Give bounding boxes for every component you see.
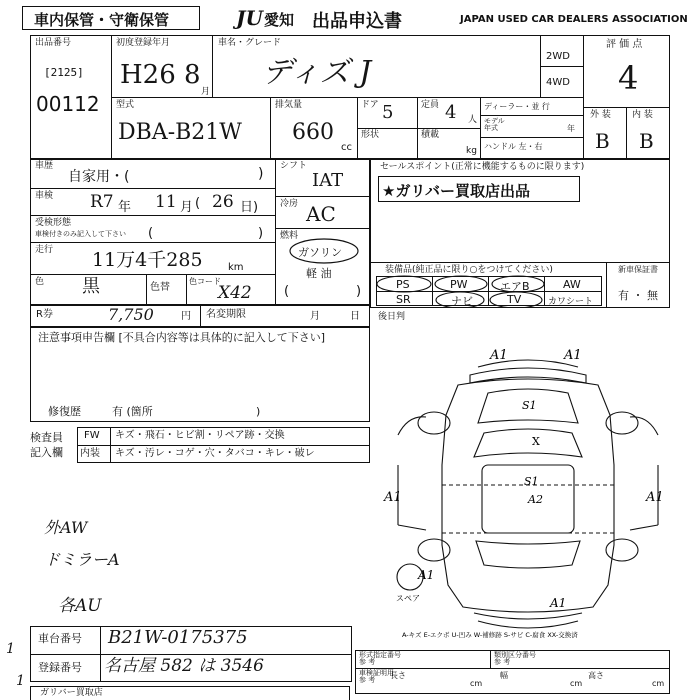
color-value: 黒 [82,276,100,297]
displacement-label: 排気量 [275,100,303,110]
equip-airbag: エアB [500,280,530,293]
model-year-label: モデル 年式 [484,117,505,132]
color-code-label: 色コード [189,277,221,286]
ac-value: AC [306,202,336,226]
inspector-nai-label: 内装 [80,448,100,459]
inspector-fw-text: キズ・飛石・ヒビ割・リペア跡・交換 [115,430,285,441]
repair-value: 有 (箇所 [112,405,153,418]
new-warranty-value: 有 ・ 無 [618,289,658,302]
inspector-label-1: 検査員 [30,431,63,444]
spare-label: スペア [396,594,420,603]
recycle-label: R券 [36,309,53,320]
equipment-label: 装備品(純正品に限り○をつけてください) [385,265,553,275]
damage-a1-left: A1 [384,490,402,505]
inspector-label-2: 記入欄 [30,446,63,459]
org-name: 愛知 [264,11,295,29]
color-code-value: X42 [218,283,252,303]
damage-s1-hood: S1 [522,399,537,412]
equip-ps: PS [396,278,410,291]
damage-x-windshield: X [532,435,540,448]
interior-value: B [639,129,654,153]
storage-label: 車内保管・守衛保管 [34,11,170,29]
shift-value: IAT [312,170,344,191]
shape-label: 形状 [361,130,380,140]
color-label: 色 [35,277,45,287]
doors-label: ドア [361,100,379,110]
damage-legend: A-キズ E-エクボ U-凹み W-補修跡 S-サビ C-腐食 XX-交換済 [402,631,578,639]
cert-label: 車検証明用 参 考 [359,669,394,684]
association-name: JAPAN USED CAR DEALERS ASSOCIATION [460,14,688,25]
car-name-value: ディズ J [262,55,372,90]
damage-a1-rear: A1 [550,596,567,610]
chassis-label: 車台番号 [38,632,82,645]
receive-note: 車検付きのみ記入して下さい [35,230,126,238]
inspection-label: 車検 [35,191,54,201]
model-label: 型式 [116,100,135,110]
first-reg-label: 初度登録年月 [116,38,171,48]
inspection-month: 11 [155,192,177,212]
selling-point-label: セールスポイント(正常に機能するものに限ります) [380,162,585,172]
equip-sr: SR [396,293,411,306]
ac-label: 冷房 [280,199,299,209]
name-change-label: 名変期限 [206,309,246,320]
mileage-label: 走行 [35,245,54,255]
damage-a1-rear-left: A1 [418,568,435,582]
exterior-value: B [595,129,610,153]
recycle-value: 7,750 [108,305,154,324]
mileage-value: 11万4千285 [92,249,203,271]
class-number-label: 類別区分番号 参 考 [494,651,536,666]
score-label: 評 価 点 [606,39,643,50]
displacement-value: 660 [292,120,334,145]
damage-s1-roof: S1 [524,475,539,488]
drive-2wd: 2WD [546,51,570,62]
drive-4wd: 4WD [546,77,570,88]
history-value: 自家用・( [68,169,130,185]
capacity-label: 定員 [421,100,440,110]
inspector-nai-text: キズ・汚レ・コゲ・穴・タバコ・キレ・破レ [115,448,315,459]
notes-label: 注意事項申告欄 [不具合内容等は具体的に記入して下さい] [38,331,326,344]
inspection-era: R7 [90,192,114,212]
damage-a2-roof: A2 [528,493,543,506]
equip-kawa-seat: カワシート [548,297,594,307]
plate-label: 登録番号 [38,661,82,674]
shape-number-label: 形式指定番号 参 考 [359,651,401,666]
damage-a1-front-left: A1 [490,348,508,363]
interior-label: 内 装 [632,110,653,120]
load-label: 積載 [421,130,440,140]
selling-point-value: ★ガリバー買取店出品 [382,182,530,200]
car-diagram [378,345,678,640]
doors-value: 5 [382,102,394,123]
model-value: DBA-B21W [118,120,242,145]
fuel-gasoline: ガソリン [298,246,342,259]
footer-left-label: ガリバー買取店 [40,688,103,698]
history-label: 車歴 [35,161,54,171]
first-reg-value: H26 8 [120,60,201,90]
damage-a1-front-right: A1 [564,348,582,363]
receive-label: 受検形態 [35,218,72,228]
handwritten-note-3: 各AU [58,596,102,616]
margin-mark-1: 1 [6,641,15,657]
exterior-label: 外 装 [590,110,611,120]
damage-a1-right: A1 [646,490,664,505]
ju-logo: JU [236,6,263,30]
dealer-label: ディーラー・並 行 [484,102,550,111]
margin-mark-2: 1 [16,673,25,689]
handle-label: ハンドル 左・右 [484,142,543,151]
plate-value: 名古屋 582 は 3546 [104,656,264,676]
handwritten-note-1: 外AW [44,518,88,537]
inspection-day: 26 [212,192,234,212]
equipment-circles [376,274,602,308]
color-swap-label: 色替 [150,282,170,293]
handwritten-note-2: ドミラーA [44,550,120,569]
form-title: 出品申込書 [312,11,402,32]
chassis-value: B21W-0175375 [108,627,248,648]
capacity-value: 4 [445,102,457,123]
inspector-fw-label: FW [84,430,100,441]
score-value: 4 [618,59,639,97]
shift-label: シフト [280,161,308,171]
lot-number: 00112 [36,92,100,116]
lot-label: 出品番号 [35,38,72,48]
new-warranty-label: 新車保証書 [618,265,658,274]
fuel-label: 燃料 [280,231,299,241]
repair-label: 修復歴 [48,405,81,418]
equip-navi: ナビ [451,295,473,308]
equip-aw: AW [563,278,581,291]
equip-tv: TV [507,293,522,306]
equip-pw: PW [450,278,468,291]
rear-seat-label: 後日判 [378,312,406,322]
lot-code: [2125] [44,66,84,79]
car-name-label: 車名・グレード [218,38,282,48]
fuel-diesel: 軽 油 [306,267,332,280]
